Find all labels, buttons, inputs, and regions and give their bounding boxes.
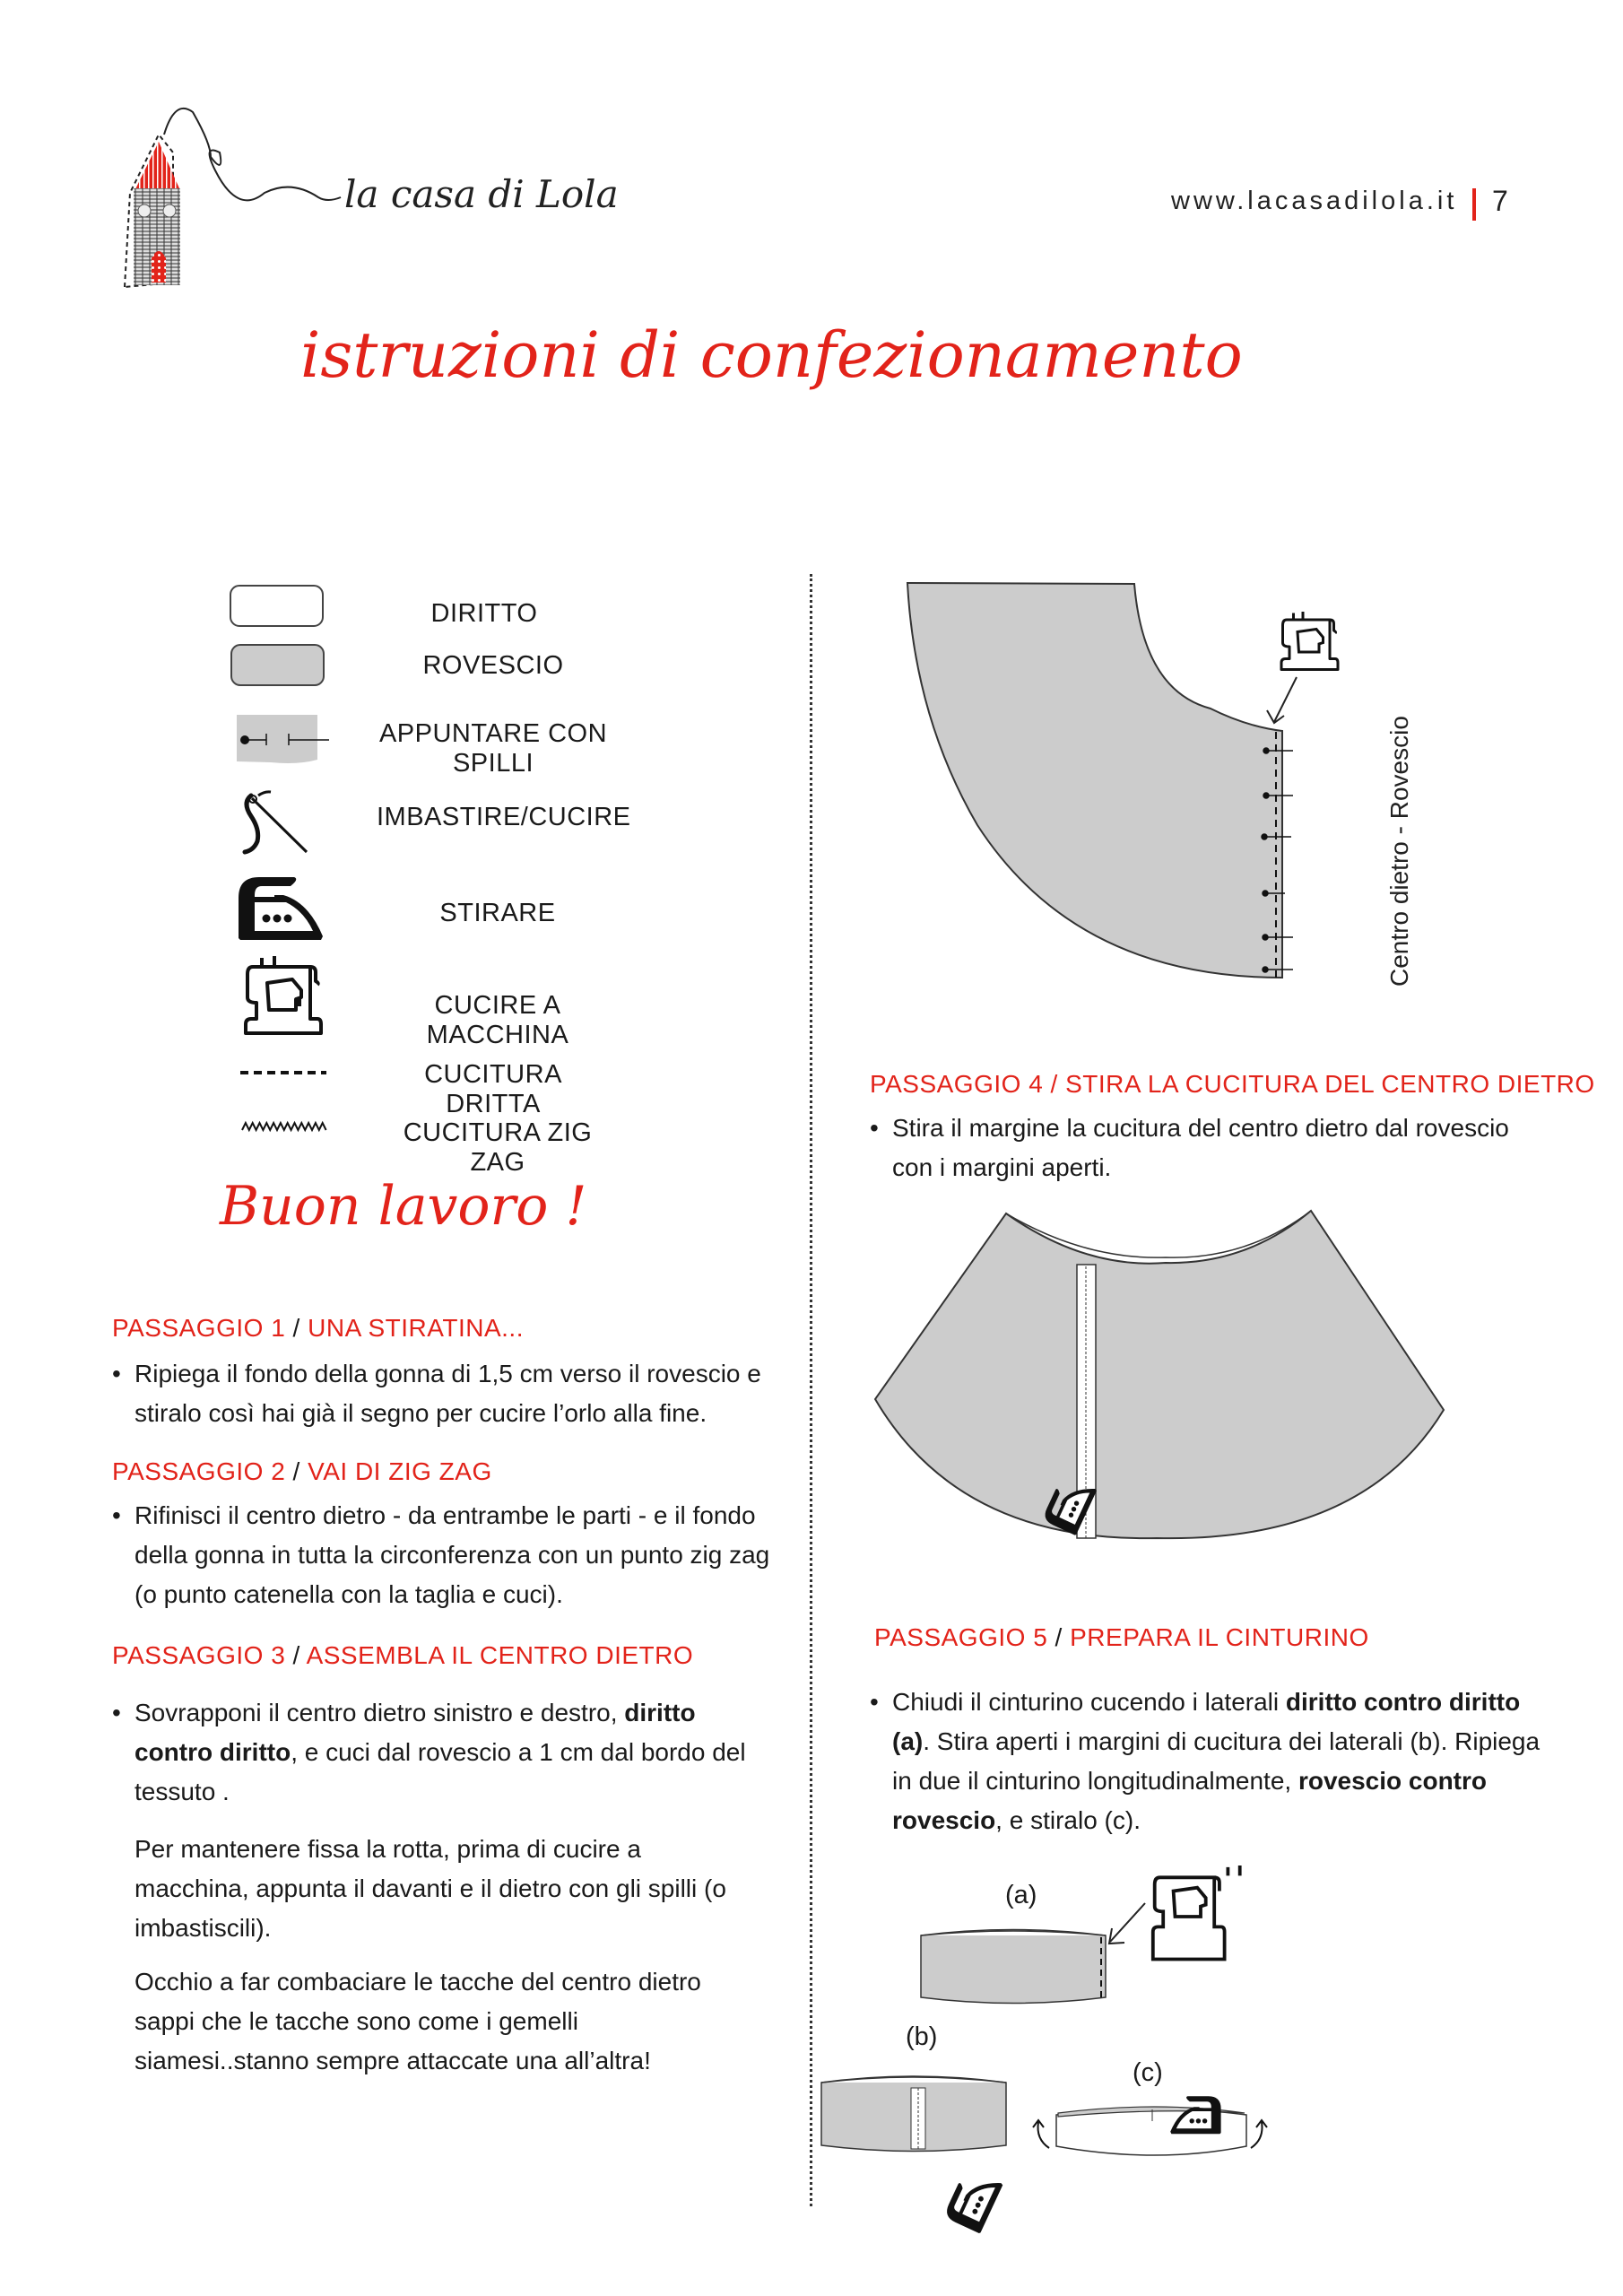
legend-label: ROVESCIO xyxy=(422,651,564,680)
step-5-text: • Chiudi il cinturino cucendo i laterali diritto contro diritto (a). Stira aperti i margini di cucitura dei laterali (b). Ripiega in due il cinturino longitudinalmente, rovescio contro rovescio, e stiralo (c). xyxy=(870,1683,1560,1840)
bullet-icon: • xyxy=(870,1114,879,1142)
step-label: PASSAGGIO 3 xyxy=(112,1641,286,1669)
sewing-machine-icon xyxy=(242,956,325,1037)
step-4-heading: PASSAGGIO 4 / STIRA LA CUCITURA DEL CENTRO DIETRO xyxy=(870,1070,1595,1098)
center-back-label: Centro dietro - Rovescio xyxy=(1385,716,1413,987)
step-title: UNA STIRATINA... xyxy=(308,1314,524,1342)
waistband-a xyxy=(921,1930,1106,2004)
needle-thread-icon xyxy=(238,789,318,857)
arrow xyxy=(1274,677,1297,722)
closing-message: Buon lavoro ! xyxy=(220,1175,587,1238)
skirt-back-seam-diagram xyxy=(897,556,1435,1058)
step-3-tip: Occhio a far combaciare le tacche del centro dietro sappi che le tacche sono come i gemelli siamesi..stanno sempre attaccate una all’altra! xyxy=(135,1968,701,2074)
step-1-heading: PASSAGGIO 1 / UNA STIRATINA... xyxy=(112,1314,524,1342)
skirt-pressed-seam-diagram xyxy=(861,1202,1542,1614)
step-4-text: • Stira il margine la cucitura del centro dietro dal rovescio con i margini aperti. xyxy=(870,1109,1538,1187)
iron-icon xyxy=(237,875,326,942)
step-2-heading: PASSAGGIO 2 / VAI DI ZIG ZAG xyxy=(112,1457,492,1485)
skirt-panel xyxy=(907,583,1282,978)
page-title: istruzioni di confezionamento xyxy=(300,318,1243,392)
bullet-icon: • xyxy=(112,1699,121,1726)
bullet-icon: • xyxy=(112,1360,121,1387)
iron-icon xyxy=(943,2167,1003,2234)
page-number: 7 xyxy=(1492,185,1508,217)
wrong-side-swatch-icon xyxy=(230,644,325,687)
step-5-heading: PASSAGGIO 5 / PREPARA IL CINTURINO xyxy=(874,1623,1369,1651)
legend-label: IMBASTIRE/CUCIRE xyxy=(377,803,631,831)
legend-label: DIRITTO xyxy=(430,599,538,628)
sewing-machine-icon xyxy=(1153,1866,1240,1960)
step-3-heading: PASSAGGIO 3 / ASSEMBLA IL CENTRO DIETRO xyxy=(112,1641,694,1669)
step-3-note: Per mantenere fissa la rotta, prima di cucire a macchina, appunta il davanti e il dietro con gli spilli (o imbastiscili). xyxy=(135,1835,726,1942)
step-label: PASSAGGIO 2 xyxy=(112,1457,286,1485)
step-title: ASSEMBLA IL CENTRO DIETRO xyxy=(306,1641,694,1669)
legend-label: CUCIRE A MACCHINA xyxy=(426,991,569,1049)
legend-label: STIRARE xyxy=(439,899,556,927)
step-title: PREPARA IL CINTURINO xyxy=(1070,1623,1369,1651)
legend-label: APPUNTARE CON SPILLI xyxy=(378,719,608,778)
step-label: PASSAGGIO 5 xyxy=(874,1623,1048,1651)
zigzag-stitch-icon xyxy=(242,1121,326,1132)
straight-stitch-icon xyxy=(240,1069,326,1076)
step-3-text: • Sovrapponi il centro dietro sinistro e destro, diritto contro diritto, e cuci dal rovescio a 1 cm dal bordo del tessuto . xyxy=(112,1693,780,1812)
step-1-text: • Ripiega il fondo della gonna di 1,5 cm verso il rovescio e stiralo così hai già il segno per cucire l’orlo alla fine. xyxy=(112,1354,780,1433)
figure-label-a: (a) xyxy=(1005,1881,1037,1909)
bullet-icon: • xyxy=(870,1688,879,1716)
pin-icon xyxy=(235,713,334,769)
step-2-text: • Rifinisci il centro dietro - da entrambe le parti - e il fondo della gonna in tutta la circonferenza con un punto zig zag (o punto catenella con la taglia e cuci). xyxy=(112,1496,780,1614)
step-title: STIRA LA CUCITURA DEL CENTRO DIETRO xyxy=(1065,1070,1595,1098)
figure-label-b: (b) xyxy=(906,2022,938,2051)
website-link[interactable]: www.lacasadilola.it xyxy=(1171,187,1458,215)
brand-name: la casa di Lola xyxy=(344,172,619,216)
legend-label: CUCITURA DRITTA xyxy=(424,1060,562,1118)
bullet-icon: • xyxy=(112,1501,121,1529)
right-side-swatch-icon xyxy=(230,585,325,628)
step-label: PASSAGGIO 4 xyxy=(870,1070,1044,1098)
header-divider xyxy=(1472,188,1476,221)
step-title: VAI DI ZIG ZAG xyxy=(308,1457,492,1485)
figure-label-c: (c) xyxy=(1133,2058,1163,2087)
legend-label: CUCITURA ZIG ZAG xyxy=(403,1118,593,1177)
sewing-machine-icon xyxy=(1281,612,1338,670)
step-label: PASSAGGIO 1 xyxy=(112,1314,286,1342)
